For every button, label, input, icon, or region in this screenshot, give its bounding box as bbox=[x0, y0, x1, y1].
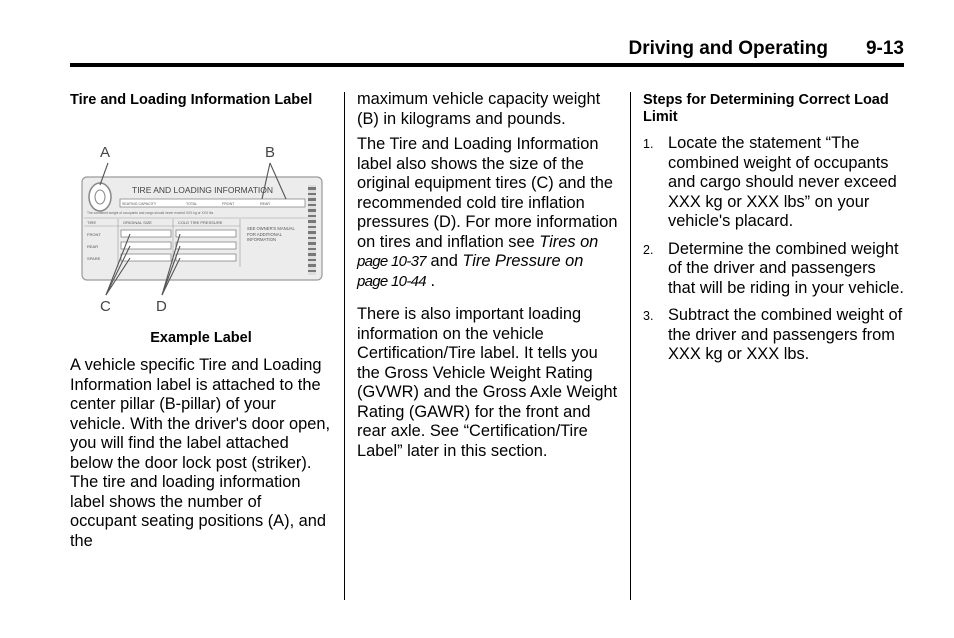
column-divider bbox=[344, 92, 345, 600]
body-paragraph: There is also important loading information on the vehicle Certification/Tire label. It tells you the Gross Vehicle Weight Rating (GVWR) and the Gross Axle Weight Rating (GAWR) for the front and rear axle. See “Certification/Tire Label” later in this section. bbox=[357, 305, 618, 460]
label-title: TIRE AND LOADING INFORMATION bbox=[132, 185, 274, 195]
row-front: FRONT bbox=[87, 232, 101, 237]
list-item bbox=[643, 240, 905, 299]
row-rear: REAR bbox=[87, 244, 99, 249]
section-heading: Steps for Determining Correct Load Limit bbox=[643, 92, 889, 125]
cross-reference-link[interactable]: page 10-37 bbox=[357, 253, 426, 270]
col-cold-pressure: COLD TIRE PRESSURE bbox=[178, 220, 223, 225]
seating-capacity-cell: SEATING CAPACITY bbox=[122, 202, 157, 206]
figure-caption: Example Label bbox=[150, 330, 252, 346]
step-number: 1. bbox=[643, 137, 654, 151]
step-text: Determine the combined weight of the driver and passengers that will be riding in your vehicle. bbox=[668, 239, 904, 297]
tire-label-illustration bbox=[70, 117, 332, 317]
page-header bbox=[70, 38, 904, 62]
list-item bbox=[643, 306, 905, 365]
col-tire: TIRE bbox=[87, 220, 97, 225]
body-paragraph: maximum vehicle capacity weight (B) in kilograms and pounds. bbox=[357, 90, 601, 128]
section-heading: Tire and Loading Information Label bbox=[70, 92, 313, 108]
list-item bbox=[643, 134, 905, 232]
cross-reference-link[interactable]: Tire Pressure on bbox=[462, 252, 584, 270]
left-column bbox=[70, 90, 332, 551]
step-number: 3. bbox=[643, 309, 654, 323]
right-column bbox=[643, 90, 905, 373]
cross-reference-link[interactable]: Tires on bbox=[539, 232, 599, 251]
steps-list bbox=[643, 134, 905, 365]
col-original-size: ORIGINAL SIZE bbox=[123, 220, 152, 225]
callout-b: B bbox=[265, 144, 276, 161]
body-paragraph: A vehicle specific Tire and Loading Information label is attached to the center pillar (B-pillar) of your vehicle. With the driver's door open, you will find the label attached below the door lock post (striker). The tire and loading information label shows the number of occupant seating positions (A), and the bbox=[70, 356, 331, 550]
step-text: Subtract the combined weight of the driver and passengers from XXX kg or XXX lbs. bbox=[668, 306, 903, 363]
callout-d: D bbox=[156, 298, 167, 315]
tire-emblem-icon bbox=[89, 183, 111, 211]
section-title: Driving and Operating bbox=[628, 38, 828, 59]
total-cell: TOTAL bbox=[186, 202, 198, 206]
front-cell: FRONT bbox=[222, 202, 235, 206]
header-rule bbox=[70, 63, 904, 67]
callout-c: C bbox=[100, 298, 111, 315]
callout-a: A bbox=[100, 144, 111, 161]
step-number: 2. bbox=[643, 242, 654, 257]
tire-label-figure bbox=[70, 117, 332, 317]
body-paragraph: The Tire and Loading Information label also shows the size of the original equipment tires (C) and the recommended cold tire inflation pressures (D). For more information on tires and inflation see Tires on page 10-37 and Tire Pressure on page 10-44 . bbox=[357, 135, 618, 290]
combined-weight-line: The combined weight of occupants and cargo should never exceed XXX kg or XXX lbs bbox=[87, 211, 214, 215]
row-spare: SPARE bbox=[87, 256, 101, 261]
step-text: Locate the statement “The combined weight of occupants and cargo should never exceed XXX kg or XXX lbs” on your vehicle's placard. bbox=[668, 134, 897, 230]
middle-column bbox=[357, 90, 619, 461]
page-number: 9-13 bbox=[865, 38, 904, 59]
barcode-icon bbox=[308, 185, 316, 275]
rear-cell: REAR bbox=[260, 202, 270, 206]
cross-reference-link[interactable]: page 10-44 bbox=[357, 272, 426, 290]
manual-note: SEE OWNER'S MANUAL FOR ADDITIONAL INFORMATION bbox=[247, 226, 295, 242]
column-divider bbox=[630, 92, 631, 600]
